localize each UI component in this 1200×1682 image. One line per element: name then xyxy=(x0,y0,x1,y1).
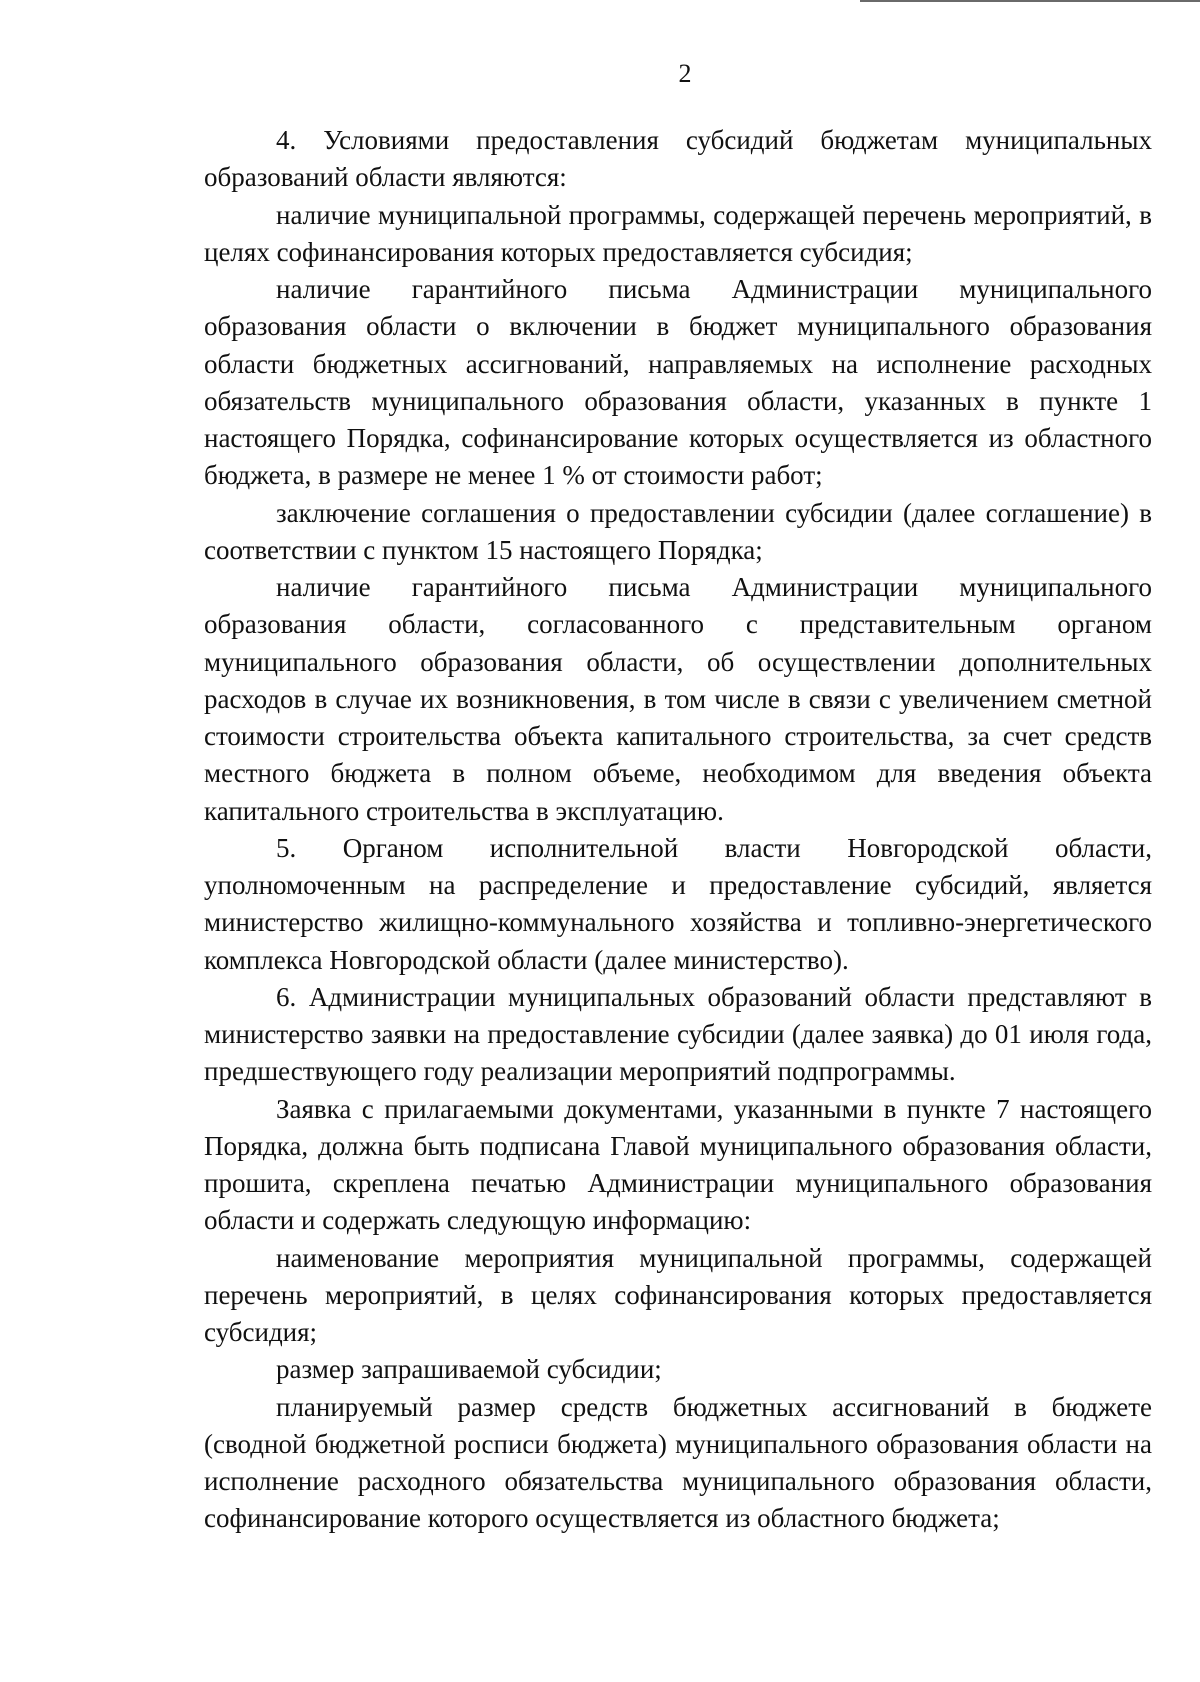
paragraph-agreement: заключение соглашения о предоставлении субсидии (далее соглашение) в соответствии с пунктом 15 настоящего Порядка; xyxy=(204,497,1152,565)
paragraph-guarantee-letter-expenses: наличие гарантийного письма Администрации муниципального образования области, согласованного с представительным органом муниципального образования области, об осуществлении дополнительных расходов в случае их возникновения, в том числе в связи с увеличением сметной стоимости строительства объекта капитального строительства, за счет средств местного бюджета в полном объеме, необходимом для введения объекта капитального строительства в эксплуатацию. xyxy=(204,572,1152,826)
paragraph-planned-allocations: планируемый размер средств бюджетных ассигнований в бюджете (сводной бюджетной росписи бюджета) муниципального образования области на исполнение расходного обязательства муниципального образования области, софинансирование которого осуществляется из областного бюджета; xyxy=(204,1391,1152,1534)
page-number: 2 xyxy=(678,59,692,88)
top-rule-line xyxy=(860,0,1200,2)
paragraph-municipal-program: наличие муниципальной программы, содержащей перечень мероприятий, в целях софинансирования которых предоставляется субсидия; xyxy=(204,199,1152,267)
paragraph-measure-name: наименование мероприятия муниципальной программы, содержащей перечень мероприятий, в целях софинансирования которых предоставляется субсидия; xyxy=(204,1242,1152,1347)
paragraph-executive-authority: 5. Органом исполнительной власти Новгородской области, уполномоченным на распределение и предоставление субсидий, является министерство жилищно-коммунального хозяйства и топливно-энергетического комплекса Новгородской области (далее министерство). xyxy=(204,832,1152,975)
paragraph-guarantee-letter-budget: наличие гарантийного письма Администрации муниципального образования области о включении в бюджет муниципального образования области бюджетных ассигнований, направляемых на исполнение расходных обязательств муниципального образования области, указанных в пункте 1 настоящего Порядка, софинансирование которых осуществляется из областного бюджета, в размере не менее 1 % от стоимости работ; xyxy=(204,274,1152,491)
paragraph-applications-deadline: 6. Администрации муниципальных образований области представляют в министерство заявки на предоставление субсидии (далее заявка) до 01 июля года, предшествующего году реализации мероприятий подпрограммы. xyxy=(204,981,1152,1087)
document-body xyxy=(204,122,1152,1538)
paragraph-subsidy-amount: размер запрашиваемой субсидии; xyxy=(276,1354,662,1385)
paragraph-application-requirements: Заявка с прилагаемыми документами, указанными в пункте 7 настоящего Порядка, должна быть подписана Главой муниципального образования области, прошита, скреплена печатью Администрации муниципального образования области и содержать следующую информацию: xyxy=(204,1093,1152,1236)
paragraph-conditions-heading: 4. Условиями предоставления субсидий бюджетам муниципальных образований области являются: xyxy=(204,125,1152,193)
